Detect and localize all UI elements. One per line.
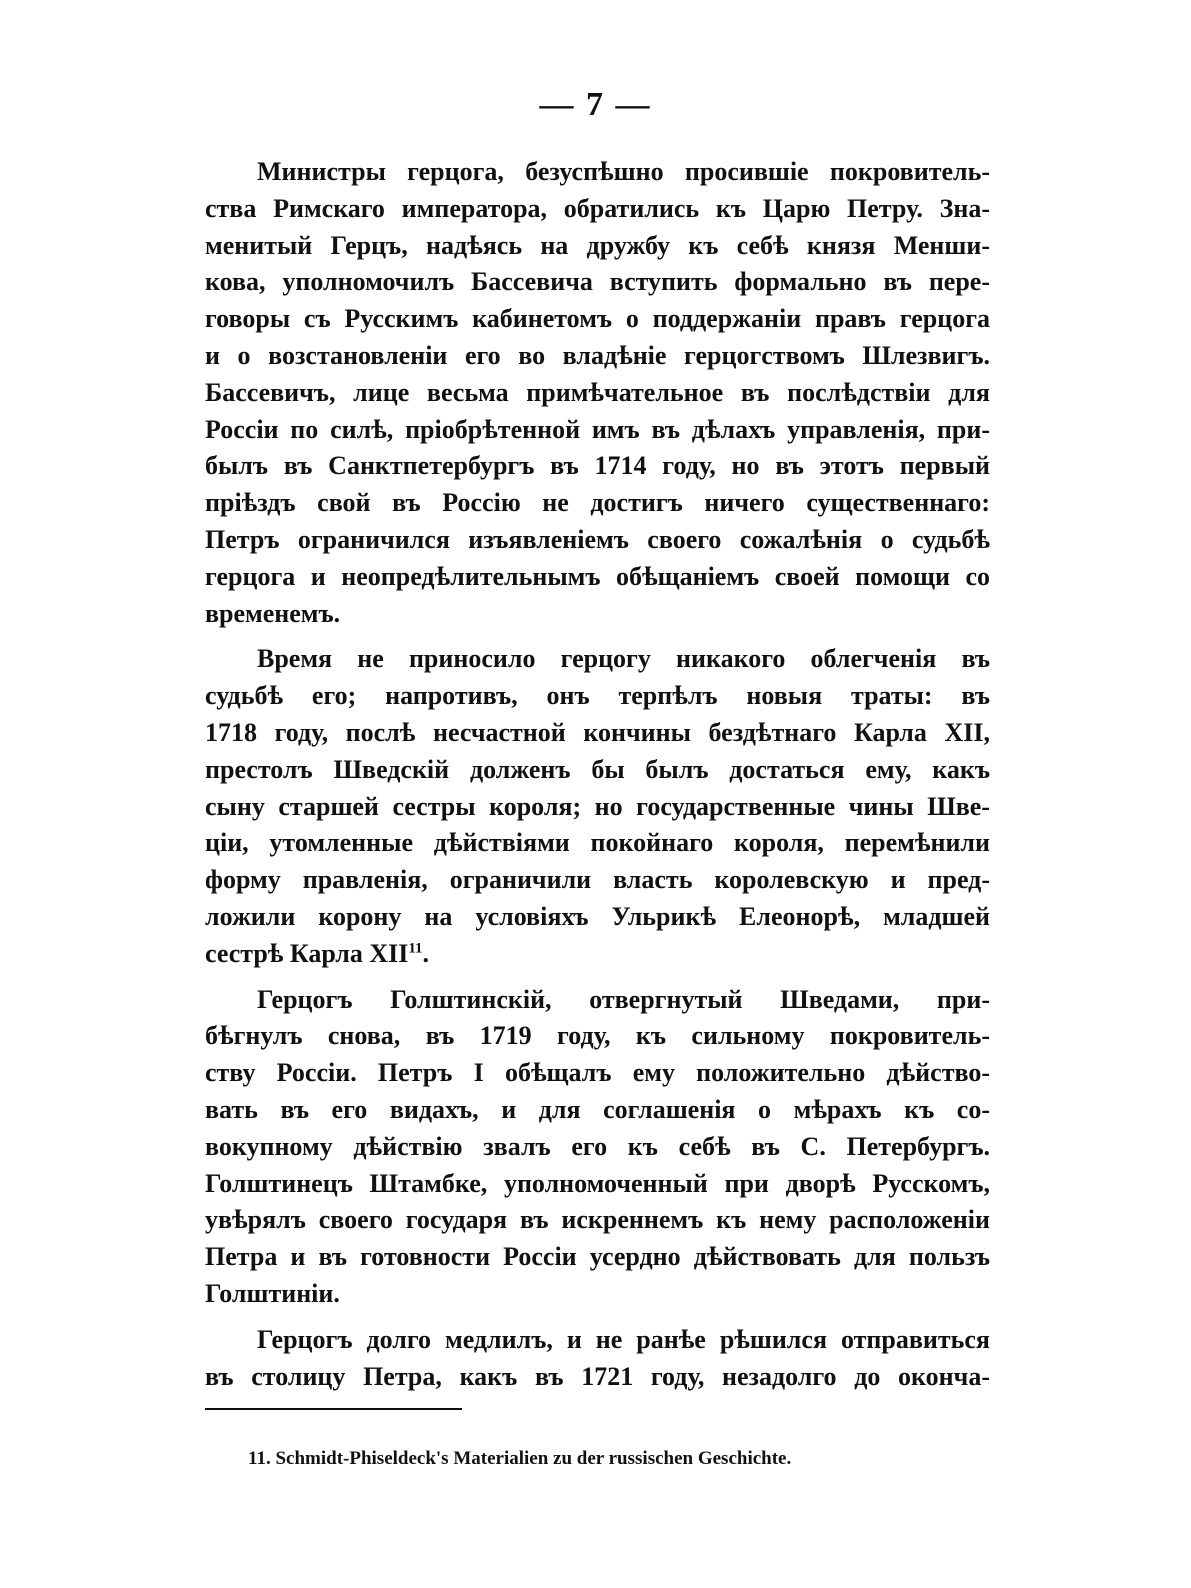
text-line: и о возстановленіи его во владѣніе герцогствомъ Шлезвигъ. <box>205 340 990 370</box>
text-line: форму правленія, ограничили власть королевскую и пред- <box>205 865 990 895</box>
paragraph <box>205 1322 990 1396</box>
paragraph <box>205 154 990 632</box>
paragraph-gap <box>205 1313 990 1322</box>
paragraph <box>205 982 990 1313</box>
text-line: Время не приносило герцогу никакого облегченія въ <box>257 644 990 674</box>
text-line: вать въ его видахъ, и для соглашенія о мѣрахъ къ со- <box>205 1094 990 1124</box>
text-line: Герцогъ долго медлилъ, и не ранѣе рѣшился отправиться <box>257 1324 990 1354</box>
text-line: сыну старшей сестры короля; но государственные чины Шве- <box>205 791 990 821</box>
text-line: судьбѣ его; напротивъ, онъ терпѣлъ новыя траты: въ <box>205 681 990 711</box>
text-line: Бассевичъ, лице весьма примѣчательное въ послѣдствіи для <box>205 377 990 407</box>
text-line: Министры герцога, безуспѣшно просившіе покровитель- <box>257 157 990 186</box>
text-line: вокупному дѣйствію звалъ его къ себѣ въ С. Петербургъ. <box>205 1131 990 1161</box>
paragraph <box>205 641 990 972</box>
text-line: ству Россіи. Петръ I обѣщалъ ему положительно дѣйство- <box>205 1058 990 1088</box>
text-line: ціи, утомленные дѣйствіями покойнаго короля, перемѣнили <box>205 828 990 858</box>
text-line: сестрѣ Карла XII <box>205 938 409 968</box>
body-text <box>205 154 990 1395</box>
text-line: Герцогъ Голштинскій, отвергнутый Шведами, при- <box>257 984 990 1014</box>
text-line: былъ въ Санктпетербургъ въ 1714 году, но въ этотъ первый <box>205 451 990 481</box>
text-line: ложили корону на условіяхъ Ульрикѣ Елеонорѣ, младшей <box>205 901 990 931</box>
text-line: Голштинецъ Штамбке, уполномоченный при дворѣ Русскомъ, <box>205 1168 990 1198</box>
footnote-divider <box>205 1408 462 1410</box>
text-line: 1718 году, послѣ несчастной кончины бездѣтнаго Карла XII, <box>205 717 990 747</box>
text-line: въ столицу Петра, какъ въ 1721 году, незадолго до оконча- <box>205 1361 990 1391</box>
text-line: увѣрялъ своего государя въ искреннемъ къ нему расположеніи <box>205 1205 990 1235</box>
text-line: временемъ. <box>205 598 341 628</box>
text-line: герцога и неопредѣлительнымъ обѣщаніемъ своей помощи со <box>205 561 990 591</box>
text-line: Петра и въ готовности Россіи усердно дѣйствовать для пользъ <box>205 1242 990 1272</box>
footnote-reference: 11 <box>408 940 423 957</box>
text-line: Голштиніи. <box>205 1278 340 1308</box>
text-line: пріѣздъ свой въ Россію не достигъ ничего существеннаго: <box>205 488 990 518</box>
sentence-end: . <box>422 938 430 968</box>
paragraph-gap <box>205 973 990 982</box>
text-line: бѣгнулъ снова, въ 1719 году, къ сильному покровитель- <box>205 1021 990 1051</box>
text-line-with-footnote <box>205 936 990 973</box>
text-line: Петръ ограничился изъявленіемъ своего сожалѣнія о судьбѣ <box>205 524 990 554</box>
paragraph-gap <box>205 632 990 641</box>
footnote: 11. Schmidt-Phiseldeck's Materialien zu der russischen Geschichte. <box>248 1448 792 1469</box>
text-line: ства Римскаго императора, обратились къ Царю Петру. Зна- <box>205 193 990 223</box>
text-line: престолъ Шведскій долженъ бы былъ достаться ему, какъ <box>205 754 990 784</box>
text-line: менитый Герцъ, надѣясь на дружбу къ себѣ князя Менши- <box>205 230 990 260</box>
page-number: — 7 — <box>539 86 652 123</box>
text-line: Россіи по силѣ, пріобрѣтенной имъ въ дѣлахъ управленія, при- <box>205 414 990 444</box>
text-line: кова, уполномочилъ Бассевича вступить формально въ пере- <box>205 267 990 297</box>
text-line: говоры съ Русскимъ кабинетомъ о поддержаніи правъ герцога <box>205 304 990 334</box>
